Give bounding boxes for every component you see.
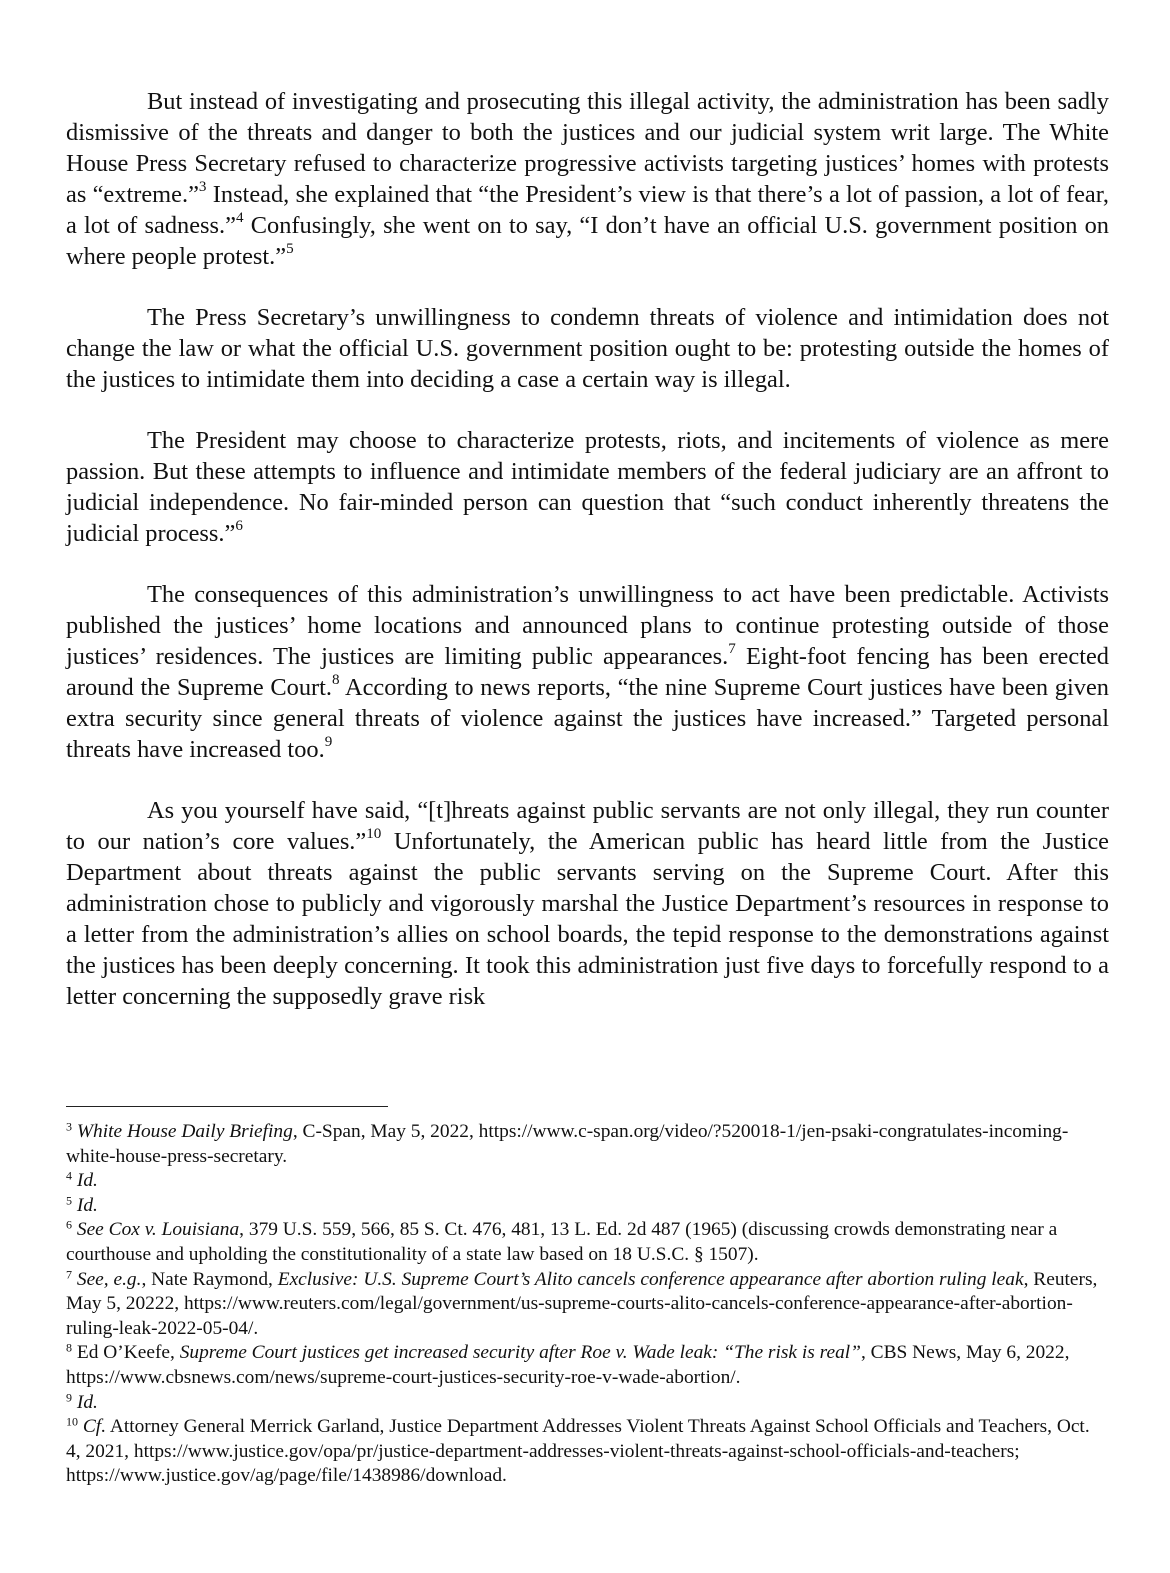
footnote-number: 7 [66,1266,73,1281]
footnote-ref: 3 [198,179,207,196]
footnote-citation-italic: Cf. [82,1416,107,1438]
footnote-text: Attorney General Merrick Garland, Justice Department Addresses Violent Threats Against School Officials and Teachers, Oct. 4, 2021, https://www.justice.gov/opa/pr/justice-department-addresses-violent-threats-against-school-officials-and-teachers; https://www.justice.gov/ag/page/file/1438986/download. [66,1416,1090,1487]
footnote-number: 10 [66,1414,79,1429]
footnote-ref: 9 [324,734,333,751]
footnotes [66,1120,1109,1489]
footnote-ref: 10 [366,826,382,843]
footnote-10 [66,1415,1109,1489]
footnote-citation-italic: Supreme Court justices get increased security after Roe v. Wade leak: “The risk is real” [179,1342,861,1364]
body-paragraph-2 [66,302,1109,395]
footnote-9 [66,1391,1109,1416]
footnote-citation-italic: See Cox v. Louisiana [76,1219,240,1241]
footnote-8 [66,1341,1109,1390]
paragraph-text: Confusingly, she went on to say, “I don’t have an official U.S. government position on where people protest.” [66,212,1109,270]
footnote-divider [66,1106,388,1107]
footnote-ref: 4 [235,210,244,227]
footnote-number: 4 [66,1168,73,1183]
footnote-text: , 379 U.S. 559, 566, 85 S. Ct. 476, 481, 13 L. Ed. 2d 487 (1965) (discussing crowds demonstrating near a courthouse and upholding the constitutionality of a state law based on 18 U.S.C. § 1507). [66,1219,1058,1265]
footnote-6 [66,1218,1109,1267]
paragraph-text: The consequences of this administration’s unwillingness to act have been predictable. Activists published the justices’ home locations and announced plans to continue protesting outside of those justices’ residences. The justices are limiting public appearances. [66,581,1109,670]
footnote-citation-italic: Exclusive: U.S. Supreme Court’s Alito cancels conference appearance after abortion ruling leak [277,1268,1024,1290]
footnote-text: Ed O’Keefe, [76,1342,180,1364]
footnote-text: , C-Span, May 5, 2022, https://www.c-span.org/video/?520018-1/jen-psaki-congratulates-incoming-white-house-press-secretary. [66,1121,1069,1167]
letter-body [66,86,1109,1042]
footnote-4 [66,1169,1109,1194]
footnote-citation-italic: Id. [76,1391,98,1413]
paragraph-text: Eight-foot fencing has been erected around the Supreme Court. [66,643,1109,701]
paragraph-text: According to news reports, “the nine Supreme Court justices have been given extra security since general threats of violence against the justices have increased.” Targeted personal threats have increased too. [66,674,1109,763]
footnote-ref: 7 [728,641,736,658]
footnote-citation-italic: See, e.g. [76,1268,142,1290]
footnote-ref: 6 [235,518,243,535]
footnote-number: 5 [66,1193,73,1208]
footnote-number: 6 [66,1217,73,1232]
footnote-ref: 8 [332,672,340,689]
body-paragraph-1 [66,86,1109,272]
body-paragraph-3 [66,425,1109,549]
paragraph-text: The President may choose to characterize protests, riots, and incitements of violence as mere passion. But these attempts to influence and intimidate members of the federal judiciary are an affront to judicial independence. No fair-minded person can question that “such conduct inherently threatens the judicial process.” [66,427,1109,547]
footnote-text: , CBS News, May 6, 2022, https://www.cbsnews.com/news/supreme-court-justices-security-roe-v-wade-abortion/. [66,1342,1070,1388]
paragraph-text: Unfortunately, the American public has heard little from the Justice Department about threats against the public servants serving on the Supreme Court. After this administration chose to publicly and vigorously marshal the Justice Department’s resources in response to a letter from the administration’s allies on school boards, the tepid response to the demonstrations against the justices has been deeply concerning. It took this administration just five days to forcefully respond to a letter concerning the supposedly grave risk [66,828,1110,1010]
footnote-citation-italic: Id. [76,1194,98,1216]
footnote-number: 9 [66,1389,73,1404]
footnote-number: 3 [66,1119,73,1134]
footnote-citation-italic: White House Daily Briefing [76,1121,293,1142]
paragraph-text: The Press Secretary’s unwillingness to condemn threats of violence and intimidation does not change the law or what the official U.S. government position ought to be: protesting outside the homes of the justices to intimidate them into deciding a case a certain way is illegal. [66,304,1109,393]
footnote-ref: 5 [286,241,294,258]
body-paragraph-5 [66,795,1109,1012]
footnote-text: , Nate Raymond, [141,1268,278,1290]
footnote-citation-italic: Id. [76,1170,98,1192]
footnote-5 [66,1194,1109,1219]
footnote-7 [66,1268,1109,1342]
paragraph-text: But instead of investigating and prosecuting this illegal activity, the administration has been sadly dismissive of the threats and danger to both the justices and our judicial system writ large. The White House Press Secretary refused to characterize progressive activists targeting justices’ homes with protests as “extreme.” [66,88,1109,208]
body-paragraph-4 [66,579,1109,765]
footnote-number: 8 [66,1340,73,1355]
paragraph-text: Instead, she explained that “the President’s view is that there’s a lot of passion, a lot of fear, a lot of sadness.” [66,181,1109,239]
paragraph-text: As you yourself have said, “[t]hreats against public servants are not only illegal, they run counter to our nation’s core values.” [66,797,1109,855]
footnote-text: , Reuters, May 5, 20222, https://www.reuters.com/legal/government/us-supreme-courts-alito-cancels-conference-appearance-after-abortion-ruling-leak-2022-05-04/. [66,1268,1098,1339]
footnote-3 [66,1120,1109,1169]
